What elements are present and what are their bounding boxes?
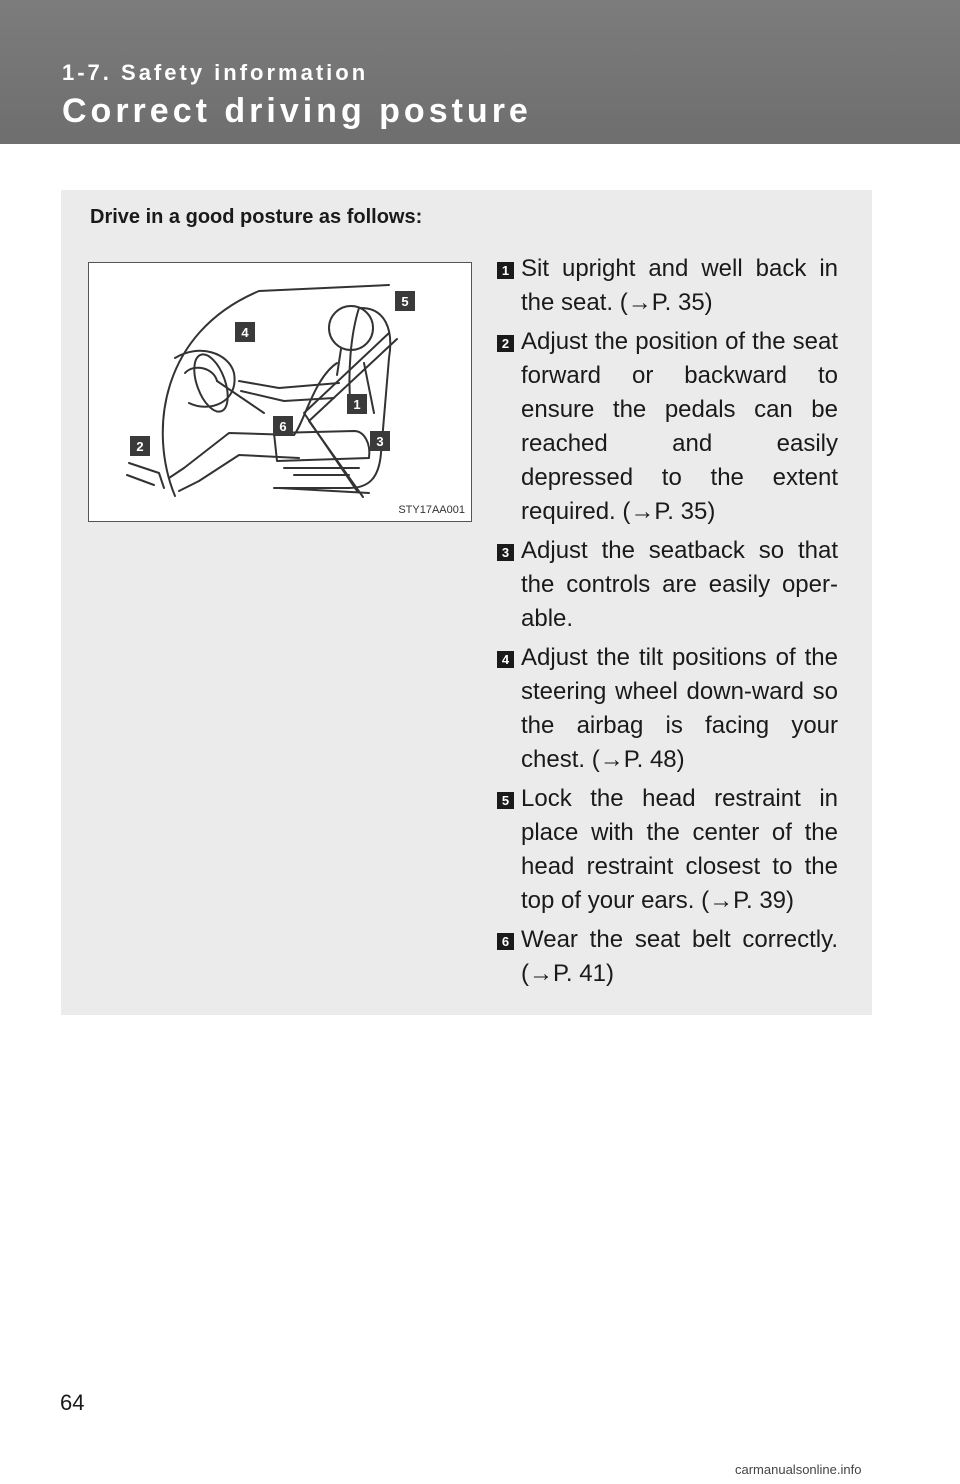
posture-steps <box>497 252 838 996</box>
pedal <box>129 463 164 488</box>
step-text: Adjust the seatback so that the controls are easily oper-able. <box>521 537 838 632</box>
driver-arm <box>239 381 339 388</box>
step-number-badge: 1 <box>497 262 514 279</box>
svg-text:3: 3 <box>376 434 384 449</box>
step-text: Lock the head restraint in place with the center of the head restraint closest to the top of your ears. (→P. 39) <box>521 785 838 914</box>
step-number-badge: 4 <box>497 651 514 668</box>
driver-seat-drawing <box>89 263 471 521</box>
callout-5 <box>395 291 415 311</box>
step-number-badge: 3 <box>497 544 514 561</box>
step-text: Adjust the position of the seat forward or backward to ensure the pedals can be reached and easily depressed to the extent required. (→P. 35) <box>521 328 838 525</box>
driver-thigh <box>184 433 294 468</box>
step-number-badge: 5 <box>497 792 514 809</box>
svg-text:5: 5 <box>401 294 409 309</box>
callout-3 <box>370 431 390 451</box>
step-text: Adjust the tilt positions of the steering wheel down-ward so the airbag is facing your chest. (→P. 48) <box>521 644 838 773</box>
intro-text: Drive in a good posture as follows: <box>90 206 423 228</box>
svg-text:1: 1 <box>353 397 361 412</box>
callout-6 <box>273 416 293 436</box>
page-header <box>0 0 960 144</box>
list-item <box>497 641 838 777</box>
svg-text:2: 2 <box>136 439 144 454</box>
page-number: 64 <box>60 1390 85 1415</box>
list-item <box>497 325 838 529</box>
step-number-badge: 2 <box>497 335 514 352</box>
list-item <box>497 252 838 320</box>
step-text: Wear the seat belt correctly. (→P. 41) <box>521 926 838 987</box>
callout-1 <box>347 394 367 414</box>
step-text: Sit upright and well back in the seat. (→P. 35) <box>521 255 838 316</box>
svg-text:4: 4 <box>241 325 249 340</box>
page-title: Correct driving posture <box>62 92 532 130</box>
driver-shin <box>169 468 199 491</box>
watermark: carmanualsonline.info <box>735 1462 862 1477</box>
roof-line <box>163 285 389 496</box>
step-number-badge: 6 <box>497 933 514 950</box>
posture-illustration <box>88 262 472 522</box>
figure-code: STY17AA001 <box>398 504 465 516</box>
list-item <box>497 923 838 991</box>
dashboard <box>175 351 235 407</box>
callout-4 <box>235 322 255 342</box>
section-label: 1-7. Safety information <box>62 60 369 85</box>
list-item <box>497 782 838 918</box>
callout-2 <box>130 436 150 456</box>
svg-text:6: 6 <box>279 419 287 434</box>
list-item <box>497 534 838 636</box>
